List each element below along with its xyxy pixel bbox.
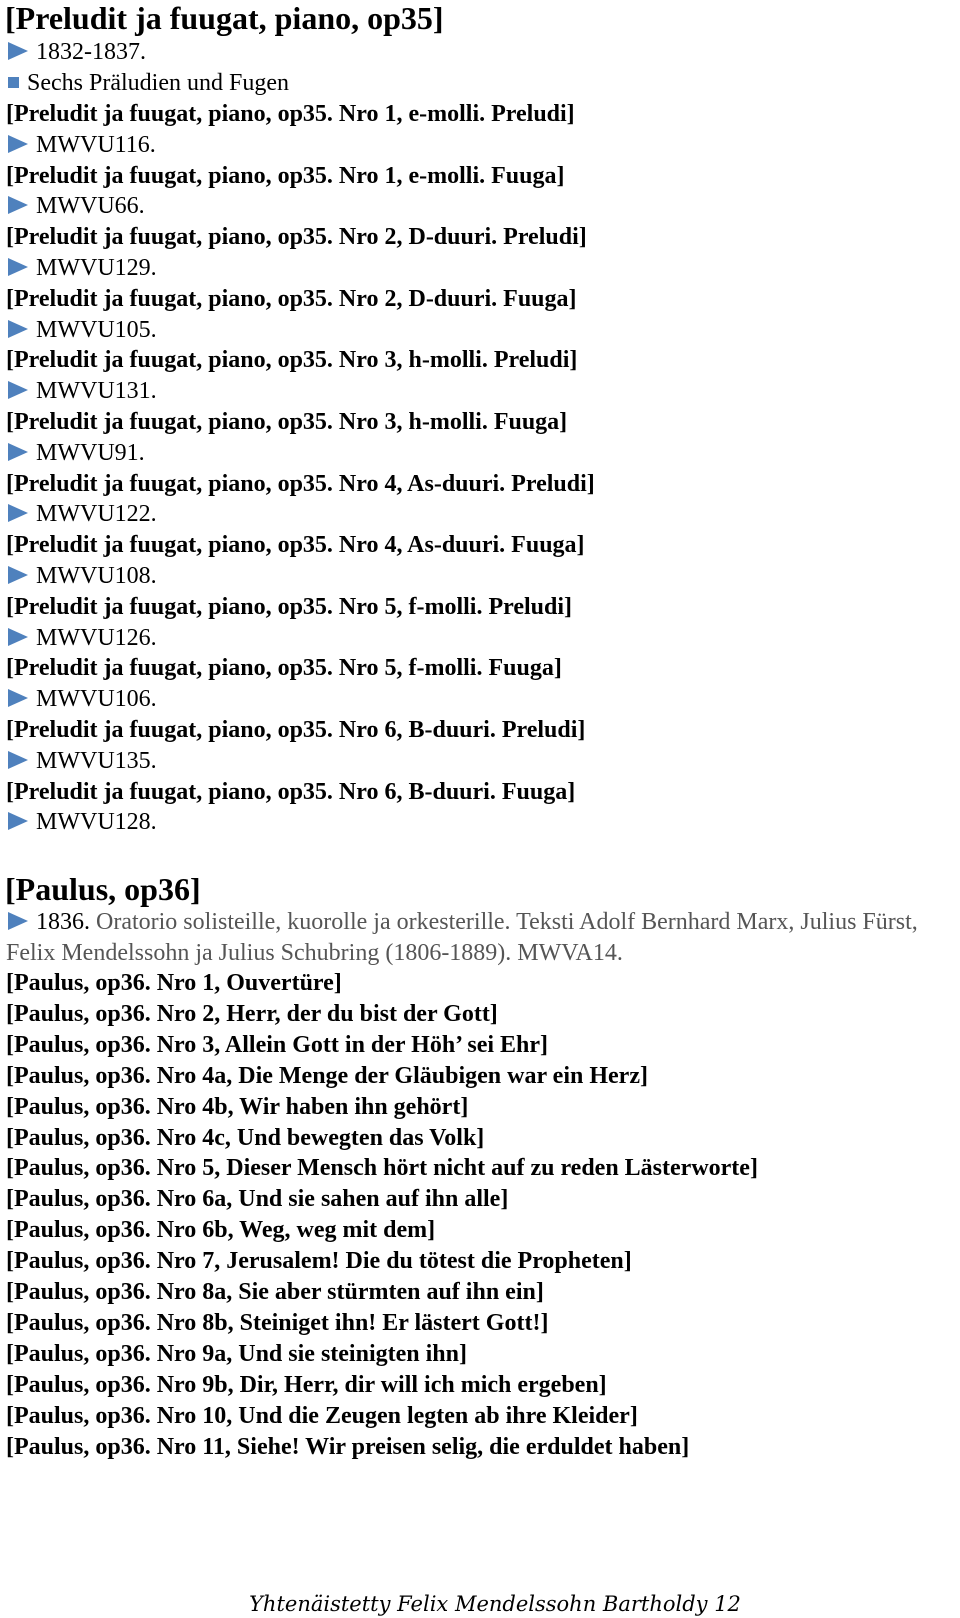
entry-title: [Preludit ja fuugat, piano, op35. Nro 5, f-molli. Preludi] <box>6 593 573 620</box>
entry-title: [Preludit ja fuugat, piano, op35. Nro 3, h-molli. Preludi] <box>6 347 578 374</box>
part-title: [Paulus, op36. Nro 8a, Sie aber stürmten auf ihn ein] <box>6 1279 544 1305</box>
entry-code: MWVU135. <box>36 747 157 774</box>
description-year: 1836. <box>36 909 96 935</box>
entry-title: [Preludit ja fuugat, piano, op35. Nro 1, e-molli. Fuuga] <box>6 162 565 189</box>
entry-code-line <box>6 687 157 711</box>
entry-code-line <box>6 194 145 218</box>
entry-title: [Preludit ja fuugat, piano, op35. Nro 6, B-duuri. Fuuga] <box>6 778 576 805</box>
part-title: [Paulus, op36. Nro 7, Jerusalem! Die du tötest die Propheten] <box>6 1248 632 1275</box>
entry-code: MWVU128. <box>36 809 157 836</box>
section-title: [Preludit ja fuugat, piano, op35] <box>5 0 444 36</box>
entry-code: MWVU91. <box>36 439 145 466</box>
section-title: [Paulus, op36] <box>5 871 201 907</box>
entry-code-line <box>6 379 157 403</box>
part-title: [Paulus, op36. Nro 11, Siehe! Wir preisen selig, die erduldet haben] <box>6 1433 690 1460</box>
date-text: 1832-1837. <box>36 39 146 65</box>
triangle-right-icon <box>8 566 28 584</box>
entry-code: MWVU131. <box>36 378 157 405</box>
triangle-right-icon <box>8 689 28 707</box>
entry-code: MWVU108. <box>36 563 157 589</box>
triangle-right-icon <box>8 443 28 461</box>
entry-code: MWVU66. <box>36 193 145 220</box>
triangle-right-icon <box>8 196 28 214</box>
work-description <box>6 907 951 969</box>
entry-title: [Preludit ja fuugat, piano, op35. Nro 2, D-duuri. Preludi] <box>6 224 587 251</box>
entry-code: MWVU129. <box>36 255 157 281</box>
entry-title: [Preludit ja fuugat, piano, op35. Nro 4, As-duuri. Fuuga] <box>6 532 585 559</box>
part-title: [Paulus, op36. Nro 3, Allein Gott in der Höh’ sei Ehr] <box>6 1031 549 1058</box>
triangle-right-icon <box>8 912 28 930</box>
description-genre: Oratorio solisteille, kuorolle ja orkesterille. <box>96 909 511 935</box>
part-title: [Paulus, op36. Nro 5, Dieser Mensch hört nicht auf zu reden Lästerworte] <box>6 1155 758 1182</box>
entry-code: MWVU106. <box>36 686 157 713</box>
part-title: [Paulus, op36. Nro 8b, Steiniget ihn! Er lästert Gott!] <box>6 1309 549 1336</box>
part-title: [Paulus, op36. Nro 9a, Und sie steinigten ihn] <box>6 1340 467 1367</box>
part-title: [Paulus, op36. Nro 10, Und die Zeugen legten ab ihre Kleider] <box>6 1402 638 1429</box>
entry-code-line <box>6 564 157 588</box>
entry-code: MWVU122. <box>36 501 157 528</box>
entry-title: [Preludit ja fuugat, piano, op35. Nro 4, As-duuri. Preludi] <box>6 470 595 497</box>
entry-code-line <box>6 318 157 342</box>
entry-code-line <box>6 810 157 834</box>
entry-code-line <box>6 133 156 157</box>
entry-code-line <box>6 502 157 526</box>
triangle-right-icon <box>8 812 28 830</box>
triangle-right-icon <box>8 381 28 399</box>
entry-code-line <box>6 256 157 280</box>
alt-title-text: Sechs Präludien und Fugen <box>27 70 289 96</box>
entry-title: [Preludit ja fuugat, piano, op35. Nro 3, h-molli. Fuuga] <box>6 409 568 435</box>
part-title: [Paulus, op36. Nro 4a, Die Menge der Gläubigen war ein Herz] <box>6 1062 648 1089</box>
triangle-right-icon <box>8 751 28 769</box>
triangle-right-icon <box>8 258 28 276</box>
part-title: [Paulus, op36. Nro 4b, Wir haben ihn gehört] <box>6 1093 469 1120</box>
alt-title-line <box>6 71 289 95</box>
entry-title: [Preludit ja fuugat, piano, op35. Nro 2, D-duuri. Fuuga] <box>6 285 577 312</box>
entry-code: MWVU116. <box>36 131 156 158</box>
triangle-right-icon <box>8 504 28 522</box>
entry-code-line <box>6 441 145 465</box>
triangle-right-icon <box>8 135 28 153</box>
description-text: Teksti Adolf Bernhard Marx, Julius Fürst, Felix Mendelssohn ja Julius Schubring (1806-1889). MWVA14. <box>6 909 918 966</box>
part-title: [Paulus, op36. Nro 4c, Und bewegten das Volk] <box>6 1124 485 1151</box>
date-line <box>6 40 146 64</box>
part-title: [Paulus, op36. Nro 2, Herr, der du bist der Gott] <box>6 1000 498 1027</box>
triangle-right-icon <box>8 628 28 646</box>
part-title: [Paulus, op36. Nro 1, Ouvertüre] <box>6 970 342 996</box>
page-footer: Yhtenäistetty Felix Mendelssohn Bartholdy 12 <box>249 1592 741 1616</box>
triangle-right-icon <box>8 42 28 60</box>
entry-code: MWVU105. <box>36 316 157 343</box>
entry-title: [Preludit ja fuugat, piano, op35. Nro 1, e-molli. Preludi] <box>6 101 575 127</box>
part-title: [Paulus, op36. Nro 9b, Dir, Herr, dir will ich mich ergeben] <box>6 1371 607 1398</box>
square-icon <box>8 77 19 88</box>
entry-title: [Preludit ja fuugat, piano, op35. Nro 5, f-molli. Fuuga] <box>6 655 562 682</box>
entry-code-line <box>6 749 157 773</box>
part-title: [Paulus, op36. Nro 6a, Und sie sahen auf ihn alle] <box>6 1186 509 1213</box>
part-title: [Paulus, op36. Nro 6b, Weg, weg mit dem] <box>6 1217 436 1244</box>
entry-code: MWVU126. <box>36 624 157 651</box>
entry-title: [Preludit ja fuugat, piano, op35. Nro 6, B-duuri. Preludi] <box>6 717 586 743</box>
triangle-right-icon <box>8 320 28 338</box>
entry-code-line <box>6 626 157 650</box>
